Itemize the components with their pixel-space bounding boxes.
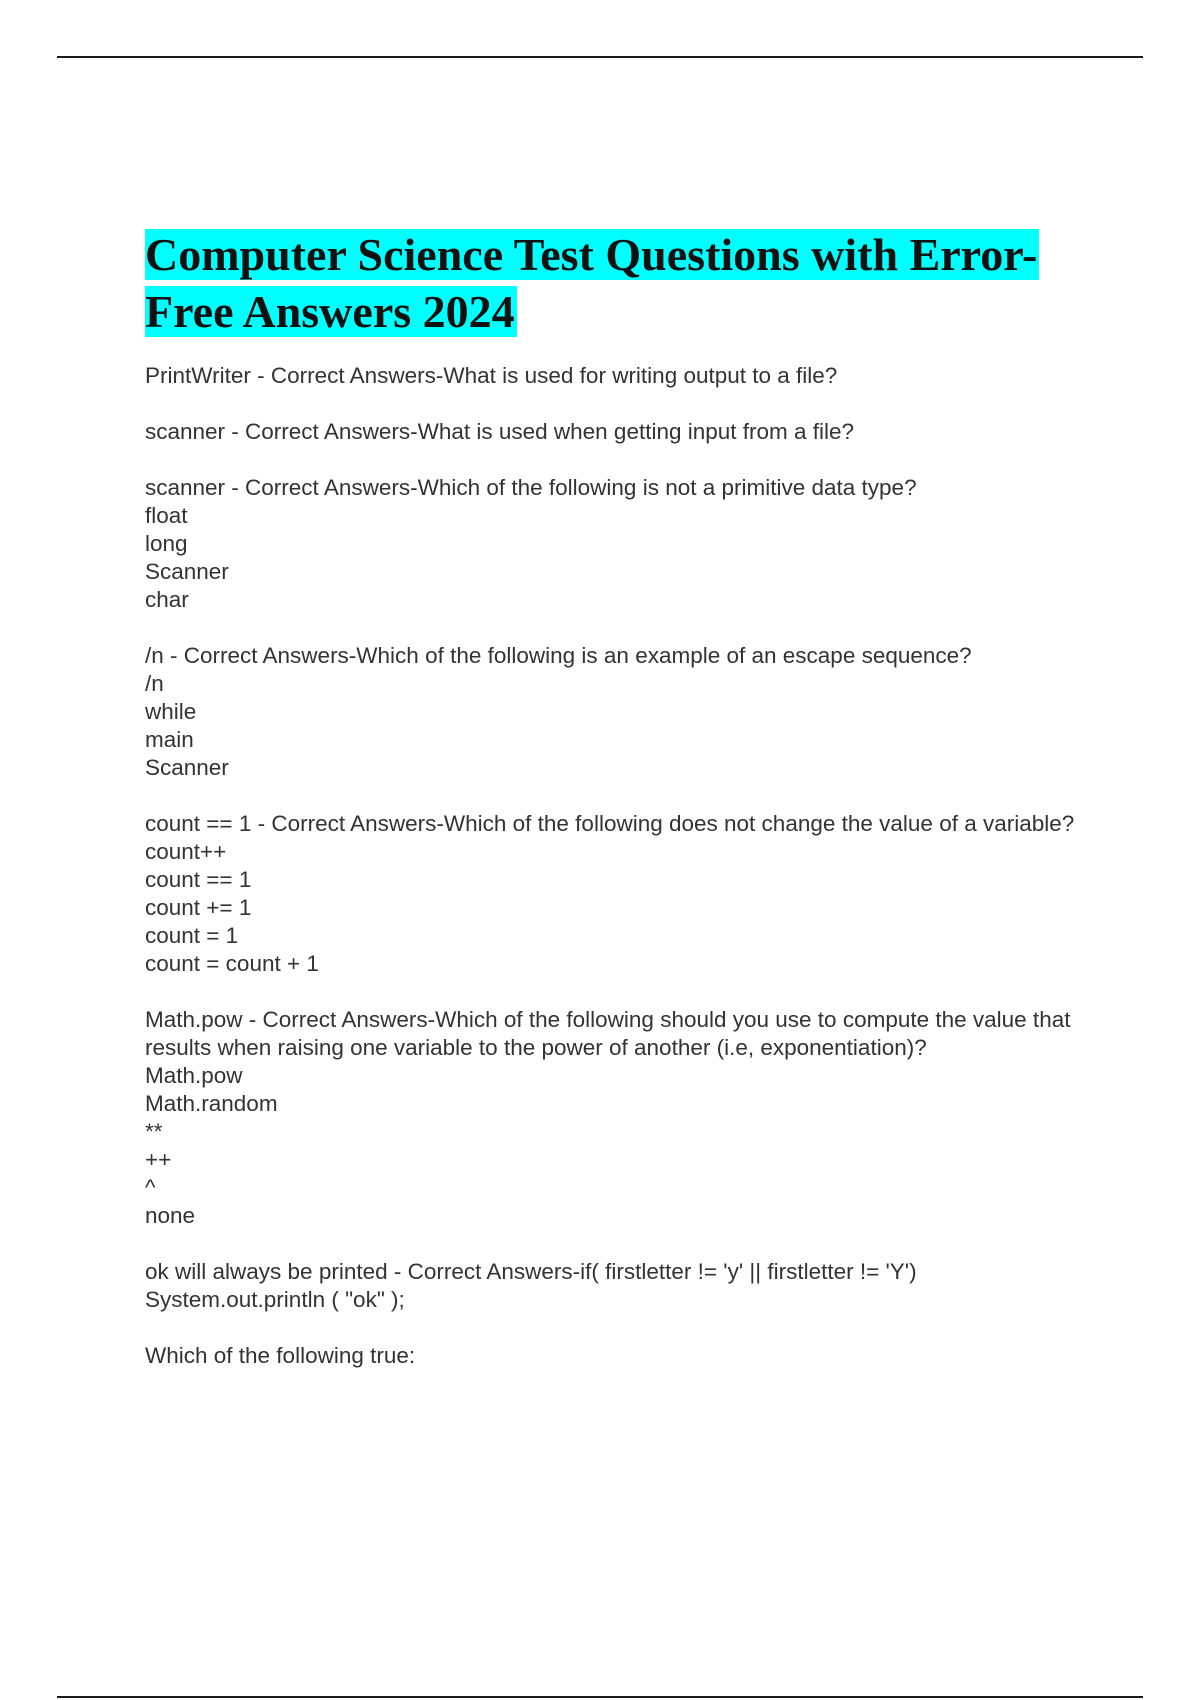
qa-question-line: count == 1 - Correct Answers-Which of the following does not change the value of a variable? bbox=[145, 811, 1075, 836]
qa-entry bbox=[145, 1006, 1095, 1230]
document-title bbox=[145, 226, 1095, 340]
qa-entry bbox=[145, 362, 1095, 390]
title-highlight: Computer Science Test Questions with Error-Free Answers 2024 bbox=[145, 229, 1038, 337]
qa-option-line: Scanner bbox=[145, 755, 229, 780]
qa-option-line: long bbox=[145, 531, 188, 556]
qa-question-line: scanner - Correct Answers-Which of the following is not a primitive data type? bbox=[145, 475, 917, 500]
qa-question-line: PrintWriter - Correct Answers-What is used for writing output to a file? bbox=[145, 363, 838, 388]
qa-option-line: count = count + 1 bbox=[145, 951, 319, 976]
qa-option-line: count = 1 bbox=[145, 923, 239, 948]
qa-option-line: ** bbox=[145, 1119, 163, 1144]
qa-option-line: ^ bbox=[145, 1175, 156, 1200]
bottom-divider bbox=[57, 1696, 1143, 1698]
qa-question-line: Which of the following true: bbox=[145, 1343, 416, 1368]
qa-entry bbox=[145, 418, 1095, 446]
qa-option-line: while bbox=[145, 699, 197, 724]
qa-option-line: count += 1 bbox=[145, 895, 252, 920]
qa-option-line: Math.pow bbox=[145, 1063, 243, 1088]
qa-option-line: Math.random bbox=[145, 1091, 278, 1116]
qa-option-line: char bbox=[145, 587, 189, 612]
qa-entry bbox=[145, 474, 1095, 614]
qa-option-line: count++ bbox=[145, 839, 227, 864]
top-divider bbox=[57, 56, 1143, 58]
qa-question-line: /n - Correct Answers-Which of the following is an example of an escape sequence? bbox=[145, 643, 972, 668]
qa-option-line: count == 1 bbox=[145, 867, 252, 892]
qa-option-line: Scanner bbox=[145, 559, 229, 584]
qa-question-line: Math.pow - Correct Answers-Which of the following should you use to compute the value that results when raising one variable to the power of another (i.e, exponentiation)? bbox=[145, 1007, 1071, 1060]
qa-option-line: ++ bbox=[145, 1147, 172, 1172]
qa-entry bbox=[145, 1258, 1095, 1314]
qa-question-line: ok will always be printed - Correct Answers-if( firstletter != 'y' || firstletter != 'Y') bbox=[145, 1259, 917, 1284]
qa-entry bbox=[145, 1342, 1095, 1370]
qa-option-line: main bbox=[145, 727, 194, 752]
qa-option-line: System.out.println ( "ok" ); bbox=[145, 1287, 405, 1312]
qa-option-line: float bbox=[145, 503, 188, 528]
document-body bbox=[145, 226, 1095, 1398]
qa-option-line: /n bbox=[145, 671, 164, 696]
qa-option-line: none bbox=[145, 1203, 196, 1228]
qa-entry bbox=[145, 810, 1095, 978]
qa-question-line: scanner - Correct Answers-What is used when getting input from a file? bbox=[145, 419, 855, 444]
qa-entry bbox=[145, 642, 1095, 782]
qa-list bbox=[145, 362, 1095, 1370]
